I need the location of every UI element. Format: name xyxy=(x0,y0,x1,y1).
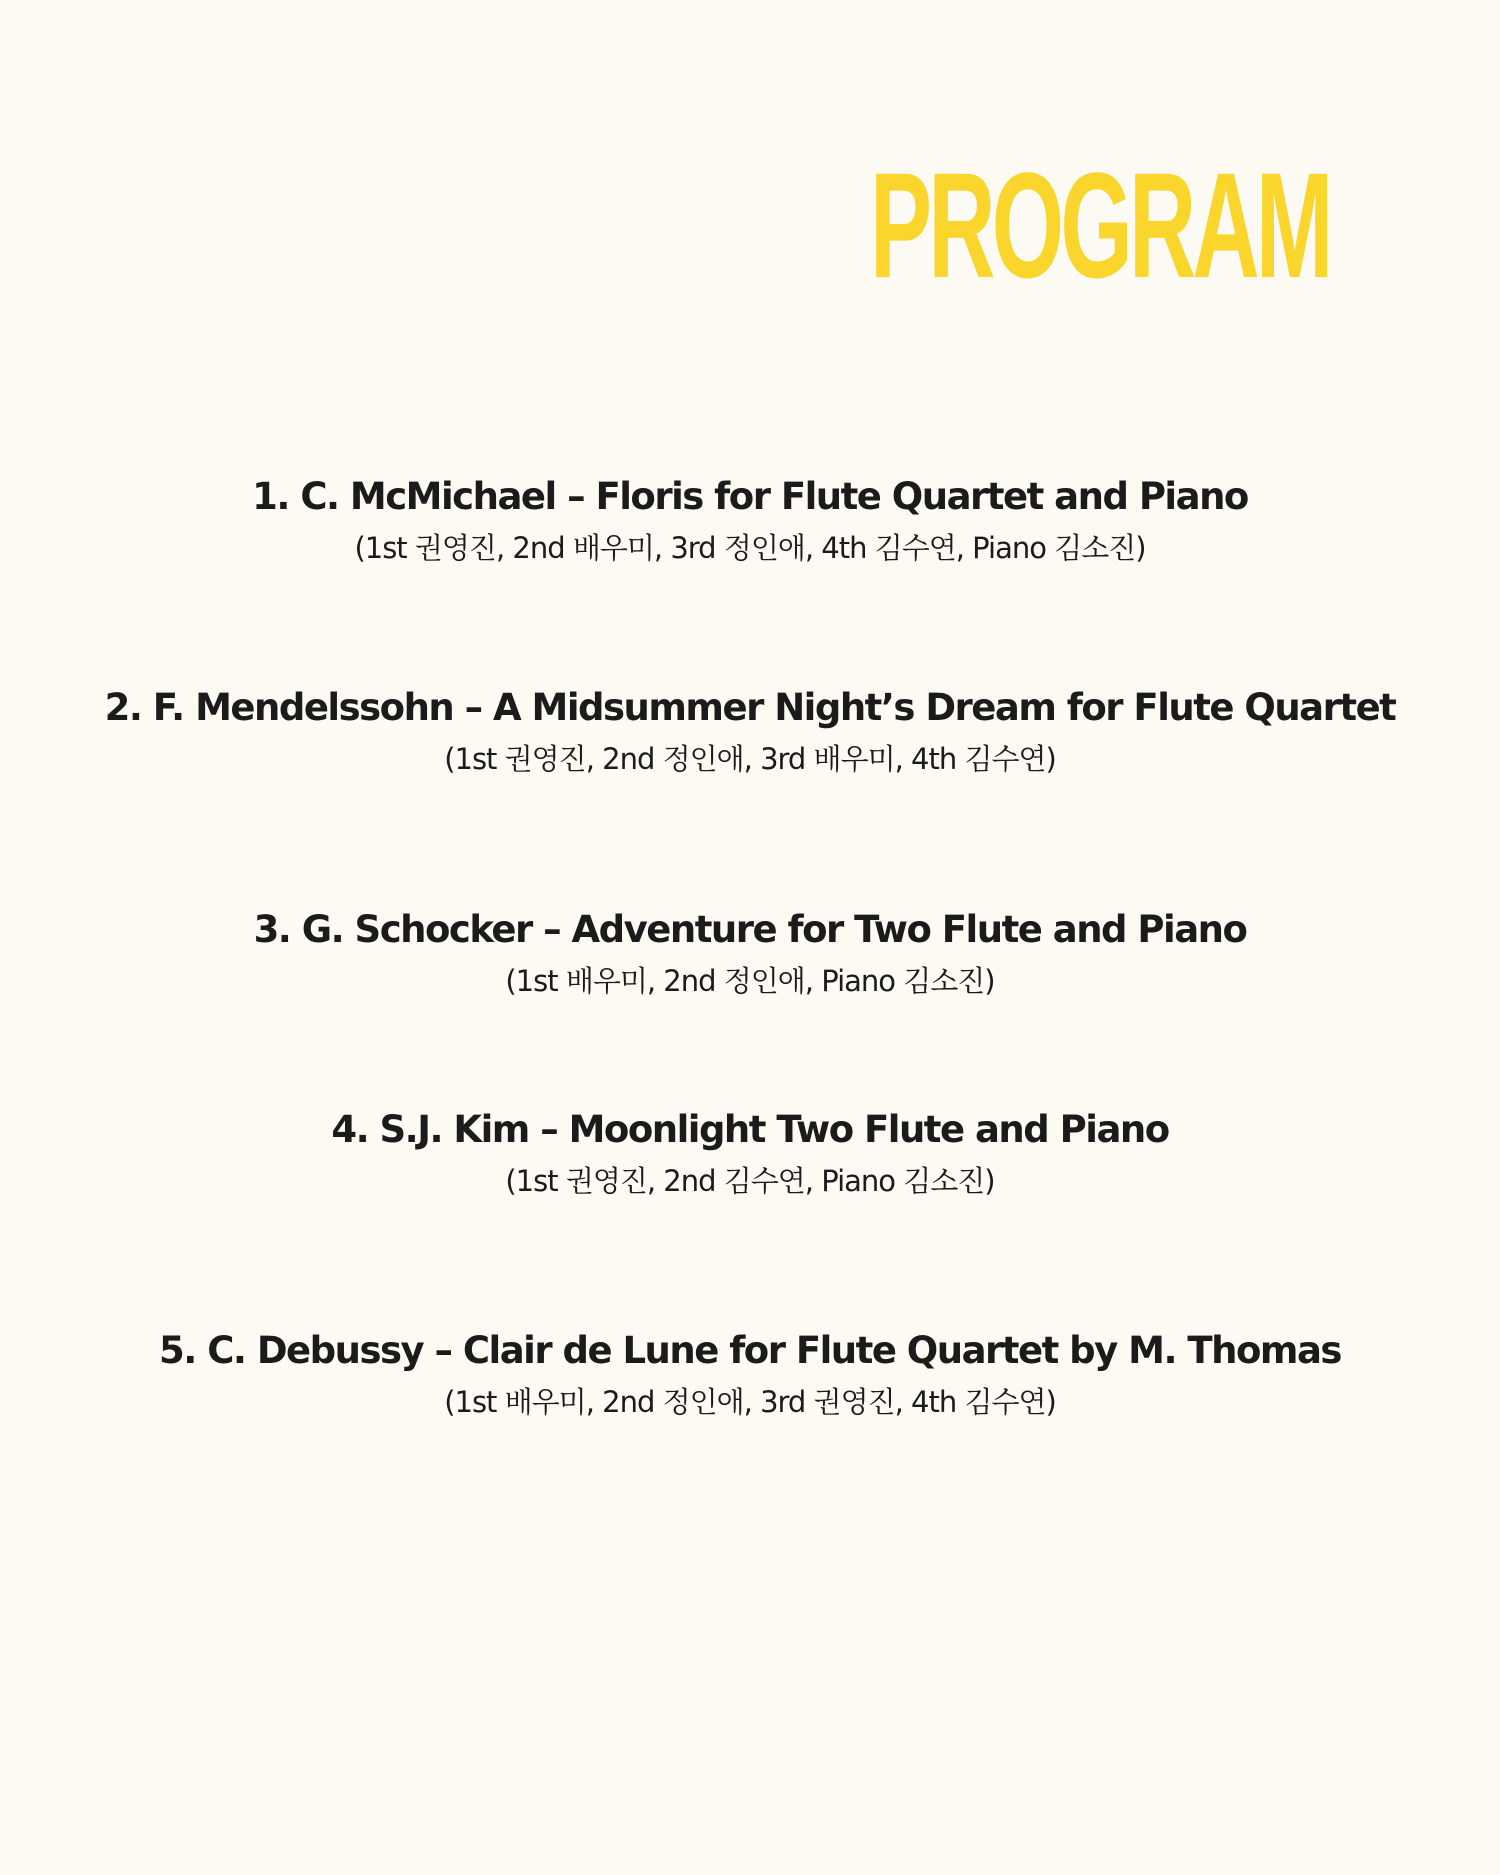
program-item-title: 5. C. Debussy – Clair de Lune for Flute Quartet by M. Thomas xyxy=(159,1329,1341,1372)
program-item-title: 2. F. Mendelssohn – A Midsummer Night’s Dream for Flute Quartet xyxy=(104,686,1396,729)
program-item-title: 1. C. McMichael – Floris for Flute Quartet and Piano xyxy=(252,475,1248,518)
program-item-performers: (1st 권영진, 2nd 배우미, 3rd 정인애, 4th 김수연, Piano 김소진) xyxy=(354,531,1146,565)
program-item xyxy=(0,472,1500,570)
program-item-title: 3. G. Schocker – Adventure for Two Flute and Piano xyxy=(253,908,1247,951)
heading-container xyxy=(870,141,1330,309)
program-item-performers: (1st 권영진, 2nd 김수연, Piano 김소진) xyxy=(505,1164,995,1198)
program-item-performers: (1st 배우미, 2nd 정인애, 3rd 권영진, 4th 김수연) xyxy=(444,1385,1056,1419)
program-item xyxy=(0,1326,1500,1424)
program-item xyxy=(0,905,1500,1003)
program-heading: PROGRAM xyxy=(870,141,1330,309)
program-item xyxy=(0,683,1500,781)
program-item-performers: (1st 권영진, 2nd 정인애, 3rd 배우미, 4th 김수연) xyxy=(444,742,1056,776)
program-item xyxy=(0,1105,1500,1203)
program-item-title: 4. S.J. Kim – Moonlight Two Flute and Piano xyxy=(331,1108,1169,1151)
program-item-performers: (1st 배우미, 2nd 정인애, Piano 김소진) xyxy=(505,964,995,998)
